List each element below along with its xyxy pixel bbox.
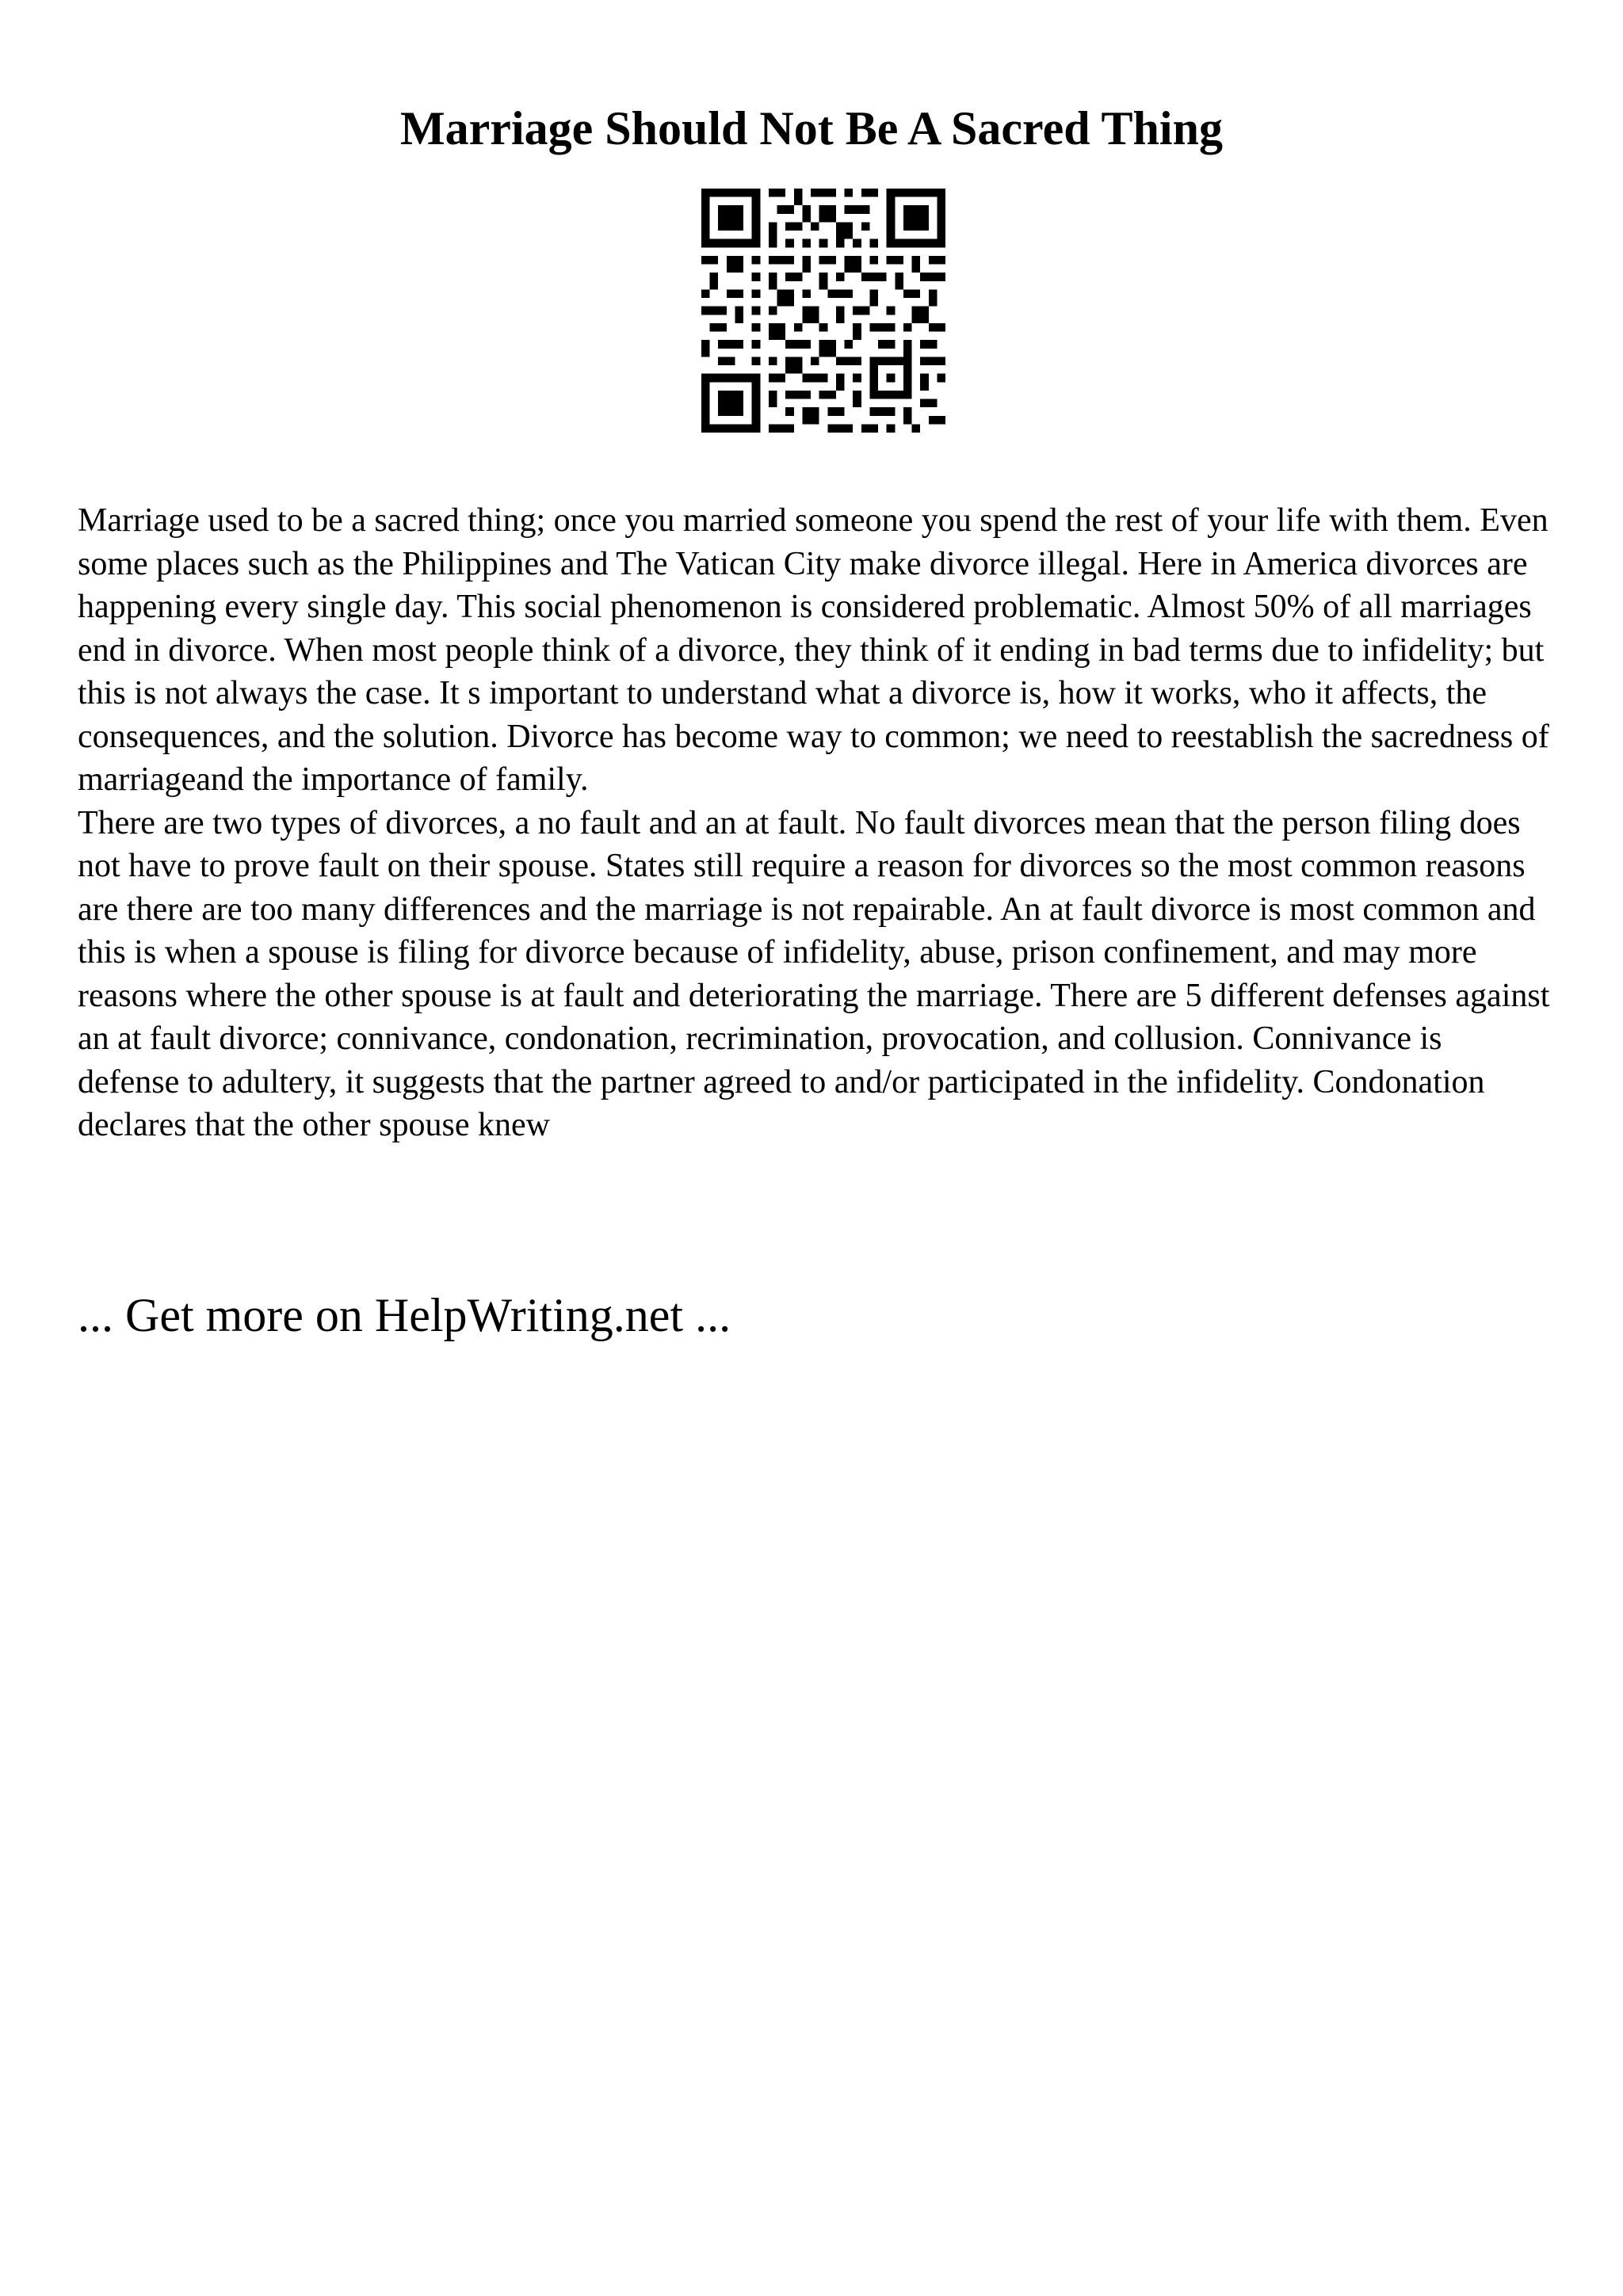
paragraph-intro: Marriage used to be a sacred thing; once you married someone you spend the rest of your life with them. Even some places such as the Philippines and The Vatican City make divorce illegal. Here in America divorces are happening every single day. This social phenomenon is considered problematic. Almost 50% of all marriages end in divorce. When most people think of a divorce, they think of it ending in bad terms due to infidelity; but this is not always the case. It s important to understand what a divorce is, how it works, who it affects, the consequences, and the solution. Divorce has become way to common; we need to reestablish the sacredness of marriageand the importance of family. xyxy=(78,502,1549,798)
page-title: Marriage Should Not Be A Sacred Thing xyxy=(400,102,1223,154)
qr-code-icon xyxy=(701,189,945,433)
get-more-link[interactable]: ... Get more on HelpWriting.net ... xyxy=(78,1289,731,1341)
paragraph-types-of-divorce: There are two types of divorces, a no fault and an at fault. No fault divorces mean that the person filing does not have to prove fault on their spouse. States still require a reason for divorces so the most common reasons are there are too many differences and the marriage is not repairable. An at fault divorce is most common and this is when a spouse is filing for divorce because of infidelity, abuse, prison confinement, and may more reasons where the other spouse is at fault and deteriorating the marriage. There are 5 different defenses against an at fault divorce; connivance, condonation, recrimination, provocation, and collusion. Connivance is defense to adultery, it suggests that the partner agreed to and/or participated in the infidelity. Condonation declares that the other spouse knew xyxy=(78,804,1550,1143)
article-body xyxy=(78,499,1552,1147)
